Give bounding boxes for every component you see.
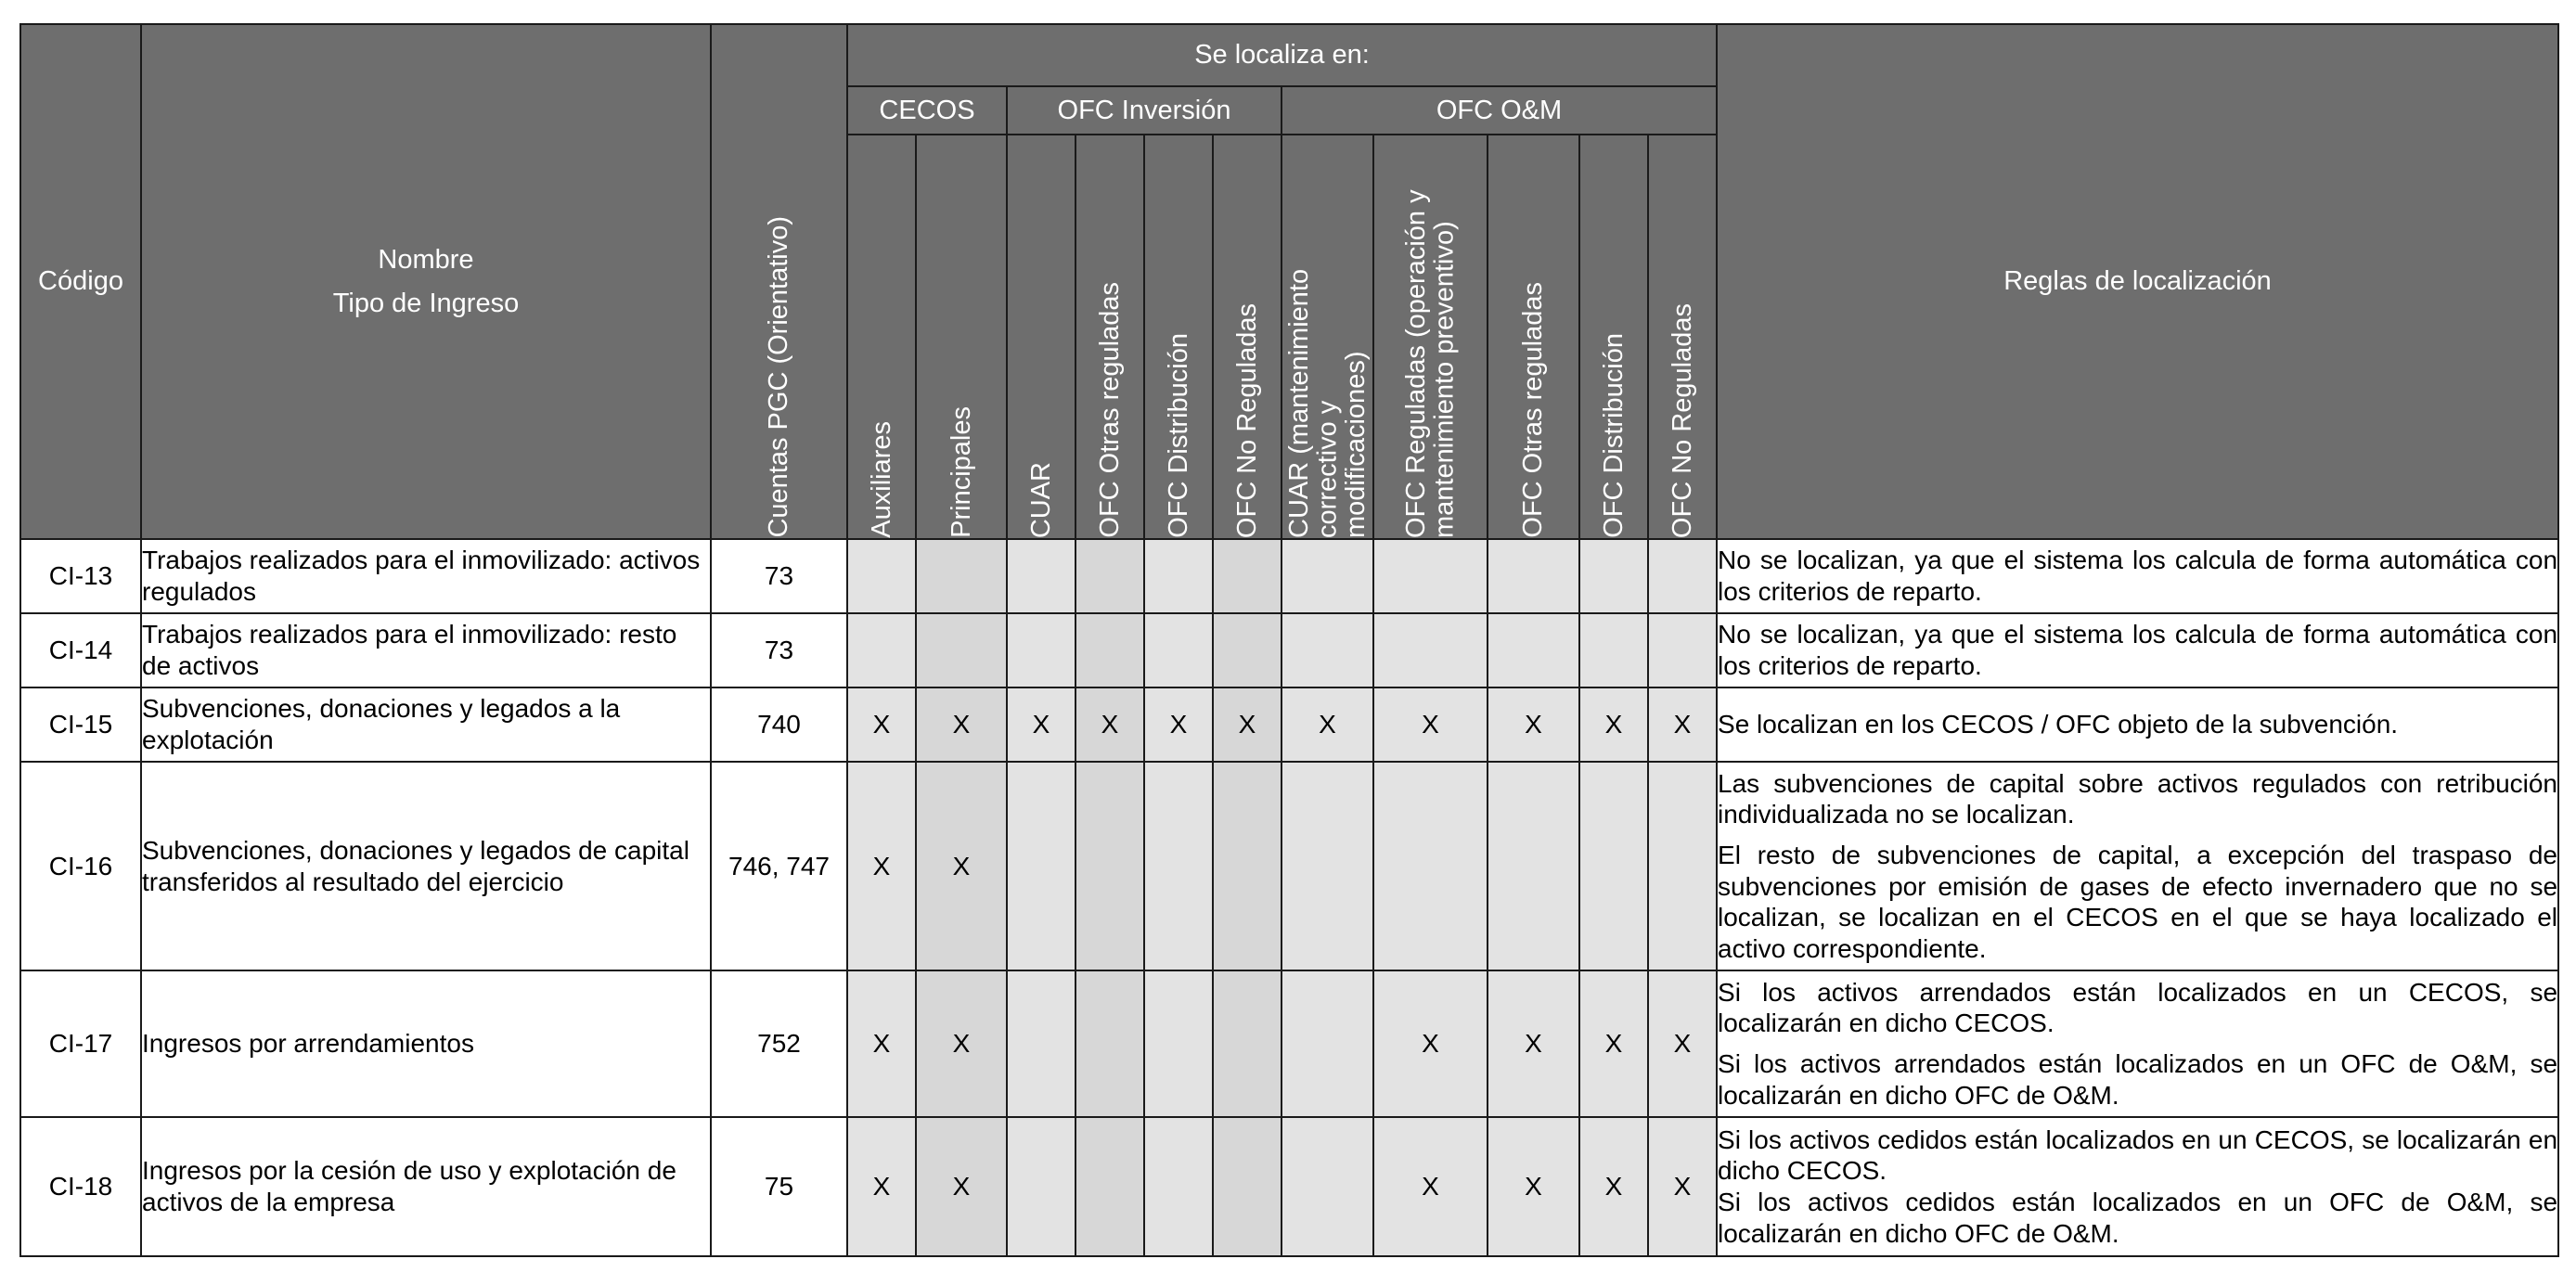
row-mark-cell bbox=[1007, 762, 1075, 970]
row-mark-cell bbox=[916, 613, 1007, 687]
row-code: CI-13 bbox=[20, 539, 141, 613]
row-mark-cell bbox=[1648, 762, 1717, 970]
row-mark-cell: X bbox=[1007, 687, 1075, 762]
row-mark-cell: X bbox=[1648, 970, 1717, 1117]
row-rules bbox=[1717, 970, 2558, 1117]
rule-paragraph: No se localizan, ya que el sistema los calcula de forma automática con los criterios de reparto. bbox=[1718, 620, 2558, 680]
row-mark-cell bbox=[1144, 613, 1213, 687]
row-code: CI-15 bbox=[20, 687, 141, 762]
header-group-cecos: CECOS bbox=[847, 86, 1007, 135]
header-col-ofc-no-reguladas-inversion: OFC No Reguladas bbox=[1213, 135, 1282, 539]
row-accounts: 752 bbox=[711, 970, 847, 1117]
table-row bbox=[20, 762, 2558, 970]
row-mark-cell: X bbox=[1373, 687, 1488, 762]
row-mark-cell: X bbox=[1648, 687, 1717, 762]
row-accounts: 740 bbox=[711, 687, 847, 762]
row-mark-cell bbox=[1075, 1117, 1144, 1256]
row-mark-cell bbox=[1373, 613, 1488, 687]
row-rules bbox=[1717, 762, 2558, 970]
row-mark-cell bbox=[1488, 539, 1579, 613]
header-col-cuar-inversion: CUAR bbox=[1007, 135, 1075, 539]
row-mark-cell bbox=[1488, 762, 1579, 970]
row-mark-cell bbox=[1007, 970, 1075, 1117]
header-col-ofc-distribucion-inversion: OFC Distribución bbox=[1144, 135, 1213, 539]
row-mark-cell: X bbox=[1373, 1117, 1488, 1256]
row-mark-cell bbox=[1075, 613, 1144, 687]
row-mark-cell bbox=[1282, 1117, 1373, 1256]
row-mark-cell: X bbox=[1488, 970, 1579, 1117]
header-col-ofc-reguladas-om: OFC Reguladas (operación y mantenimiento preventivo) bbox=[1373, 135, 1488, 539]
row-accounts: 73 bbox=[711, 613, 847, 687]
header-col-ofc-otras-reguladas-om: OFC Otras reguladas bbox=[1488, 135, 1579, 539]
row-name: Subvenciones, donaciones y legados de capital transferidos al resultado del ejercicio bbox=[141, 762, 711, 970]
row-mark-cell: X bbox=[1144, 687, 1213, 762]
row-mark-cell bbox=[916, 539, 1007, 613]
row-accounts: 73 bbox=[711, 539, 847, 613]
row-mark-cell bbox=[1213, 613, 1282, 687]
header-cuentas: Cuentas PGC (Orientativo) bbox=[711, 24, 847, 539]
header-col-auxiliares: Auxiliares bbox=[847, 135, 916, 539]
row-mark-cell bbox=[1213, 539, 1282, 613]
row-mark-cell: X bbox=[916, 970, 1007, 1117]
header-nombre-line-2: Tipo de Ingreso bbox=[332, 288, 520, 318]
row-mark-cell bbox=[1007, 539, 1075, 613]
revenue-localization-table bbox=[19, 23, 2559, 1257]
row-mark-cell bbox=[1282, 970, 1373, 1117]
row-mark-cell: X bbox=[916, 1117, 1007, 1256]
row-mark-cell bbox=[1282, 613, 1373, 687]
row-name: Trabajos realizados para el inmovilizado: activos regulados bbox=[141, 539, 711, 613]
header-nombre bbox=[141, 24, 711, 539]
row-rules bbox=[1717, 613, 2558, 687]
row-mark-cell: X bbox=[847, 687, 916, 762]
row-mark-cell: X bbox=[847, 970, 916, 1117]
row-mark-cell bbox=[1373, 539, 1488, 613]
row-accounts: 746, 747 bbox=[711, 762, 847, 970]
row-code: CI-17 bbox=[20, 970, 141, 1117]
rule-paragraph: No se localizan, ya que el sistema los calcula de forma automática con los criterios de reparto. bbox=[1718, 546, 2558, 606]
row-mark-cell bbox=[1488, 613, 1579, 687]
row-accounts: 75 bbox=[711, 1117, 847, 1256]
row-code: CI-14 bbox=[20, 613, 141, 687]
row-rules bbox=[1717, 1117, 2558, 1256]
table-body bbox=[20, 539, 2558, 1256]
table-row bbox=[20, 1117, 2558, 1256]
rule-paragraph: Se localizan en los CECOS / OFC objeto de la subvención. bbox=[1718, 710, 2399, 739]
row-mark-cell bbox=[1213, 1117, 1282, 1256]
row-name: Subvenciones, donaciones y legados a la explotación bbox=[141, 687, 711, 762]
rule-paragraph: Si los activos arrendados están localizados en un CECOS, se localizarán en dicho CECOS. bbox=[1718, 977, 2558, 1038]
header-col-cuar-om: CUAR (mantenimiento correctivo y modificaciones) bbox=[1282, 135, 1373, 539]
table-row bbox=[20, 970, 2558, 1117]
rule-paragraph: El resto de subvenciones de capital, a excepción del traspaso de subvenciones por emisión de gases de efecto invernadero que no se localizan, se localizan en el CECOS en el que se haya localizado el activo correspondiente. bbox=[1718, 840, 2558, 963]
row-mark-cell: X bbox=[1579, 970, 1648, 1117]
row-mark-cell bbox=[1075, 762, 1144, 970]
header-group-ofc-om: OFC O&M bbox=[1282, 86, 1717, 135]
table-row bbox=[20, 687, 2558, 762]
rule-paragraph: Si los activos arrendados están localizados en un OFC de O&M, se localizarán en dicho OFC de O&M. bbox=[1718, 1049, 2558, 1110]
row-name: Trabajos realizados para el inmovilizado: resto de activos bbox=[141, 613, 711, 687]
row-mark-cell: X bbox=[1488, 1117, 1579, 1256]
row-mark-cell bbox=[1648, 539, 1717, 613]
header-se-localiza: Se localiza en: bbox=[847, 24, 1717, 86]
row-mark-cell bbox=[1648, 613, 1717, 687]
rule-paragraph: Si los activos cedidos están localizados en un CECOS, se localizarán en dicho CECOS. bbox=[1718, 1124, 2558, 1186]
row-name: Ingresos por la cesión de uso y explotación de activos de la empresa bbox=[141, 1117, 711, 1256]
row-mark-cell: X bbox=[1373, 970, 1488, 1117]
row-mark-cell bbox=[1213, 762, 1282, 970]
row-mark-cell: X bbox=[1282, 687, 1373, 762]
row-mark-cell bbox=[1282, 762, 1373, 970]
header-reglas: Reglas de localización bbox=[1717, 24, 2558, 539]
row-mark-cell bbox=[1075, 970, 1144, 1117]
row-mark-cell: X bbox=[916, 762, 1007, 970]
rule-paragraph: Si los activos cedidos están localizados en un OFC de O&M, se localizarán en dicho OFC de O&M. bbox=[1718, 1188, 2558, 1248]
row-rules bbox=[1717, 687, 2558, 762]
row-mark-cell bbox=[1579, 613, 1648, 687]
row-mark-cell bbox=[1213, 970, 1282, 1117]
row-name: Ingresos por arrendamientos bbox=[141, 970, 711, 1117]
row-mark-cell bbox=[1075, 539, 1144, 613]
row-mark-cell: X bbox=[1488, 687, 1579, 762]
row-mark-cell: X bbox=[847, 1117, 916, 1256]
row-mark-cell: X bbox=[847, 762, 916, 970]
row-mark-cell: X bbox=[1213, 687, 1282, 762]
table-row bbox=[20, 539, 2558, 613]
row-mark-cell bbox=[1579, 539, 1648, 613]
row-mark-cell bbox=[1144, 1117, 1213, 1256]
row-mark-cell bbox=[847, 613, 916, 687]
row-mark-cell bbox=[1373, 762, 1488, 970]
row-mark-cell bbox=[1144, 762, 1213, 970]
row-mark-cell bbox=[1007, 613, 1075, 687]
row-mark-cell bbox=[1144, 970, 1213, 1117]
row-code: CI-18 bbox=[20, 1117, 141, 1256]
header-col-ofc-no-reguladas-om: OFC No Reguladas bbox=[1648, 135, 1717, 539]
header-nombre-line-1: Nombre bbox=[378, 245, 474, 276]
header-codigo: Código bbox=[20, 24, 141, 539]
row-mark-cell bbox=[1579, 762, 1648, 970]
row-mark-cell: X bbox=[1579, 1117, 1648, 1256]
row-mark-cell: X bbox=[1648, 1117, 1717, 1256]
row-mark-cell bbox=[1007, 1117, 1075, 1256]
row-mark-cell: X bbox=[916, 687, 1007, 762]
header-col-principales: Principales bbox=[916, 135, 1007, 539]
table-row bbox=[20, 613, 2558, 687]
row-mark-cell bbox=[847, 539, 916, 613]
row-mark-cell bbox=[1282, 539, 1373, 613]
row-rules bbox=[1717, 539, 2558, 613]
row-mark-cell: X bbox=[1075, 687, 1144, 762]
header-col-ofc-otras-reguladas-inversion: OFC Otras reguladas bbox=[1075, 135, 1144, 539]
rule-paragraph: Las subvenciones de capital sobre activos regulados con retribución individualizada no se localizan. bbox=[1718, 768, 2558, 829]
row-code: CI-16 bbox=[20, 762, 141, 970]
row-mark-cell: X bbox=[1579, 687, 1648, 762]
row-mark-cell bbox=[1144, 539, 1213, 613]
header-col-ofc-distribucion-om: OFC Distribución bbox=[1579, 135, 1648, 539]
header-group-ofc-inversion: OFC Inversión bbox=[1007, 86, 1282, 135]
